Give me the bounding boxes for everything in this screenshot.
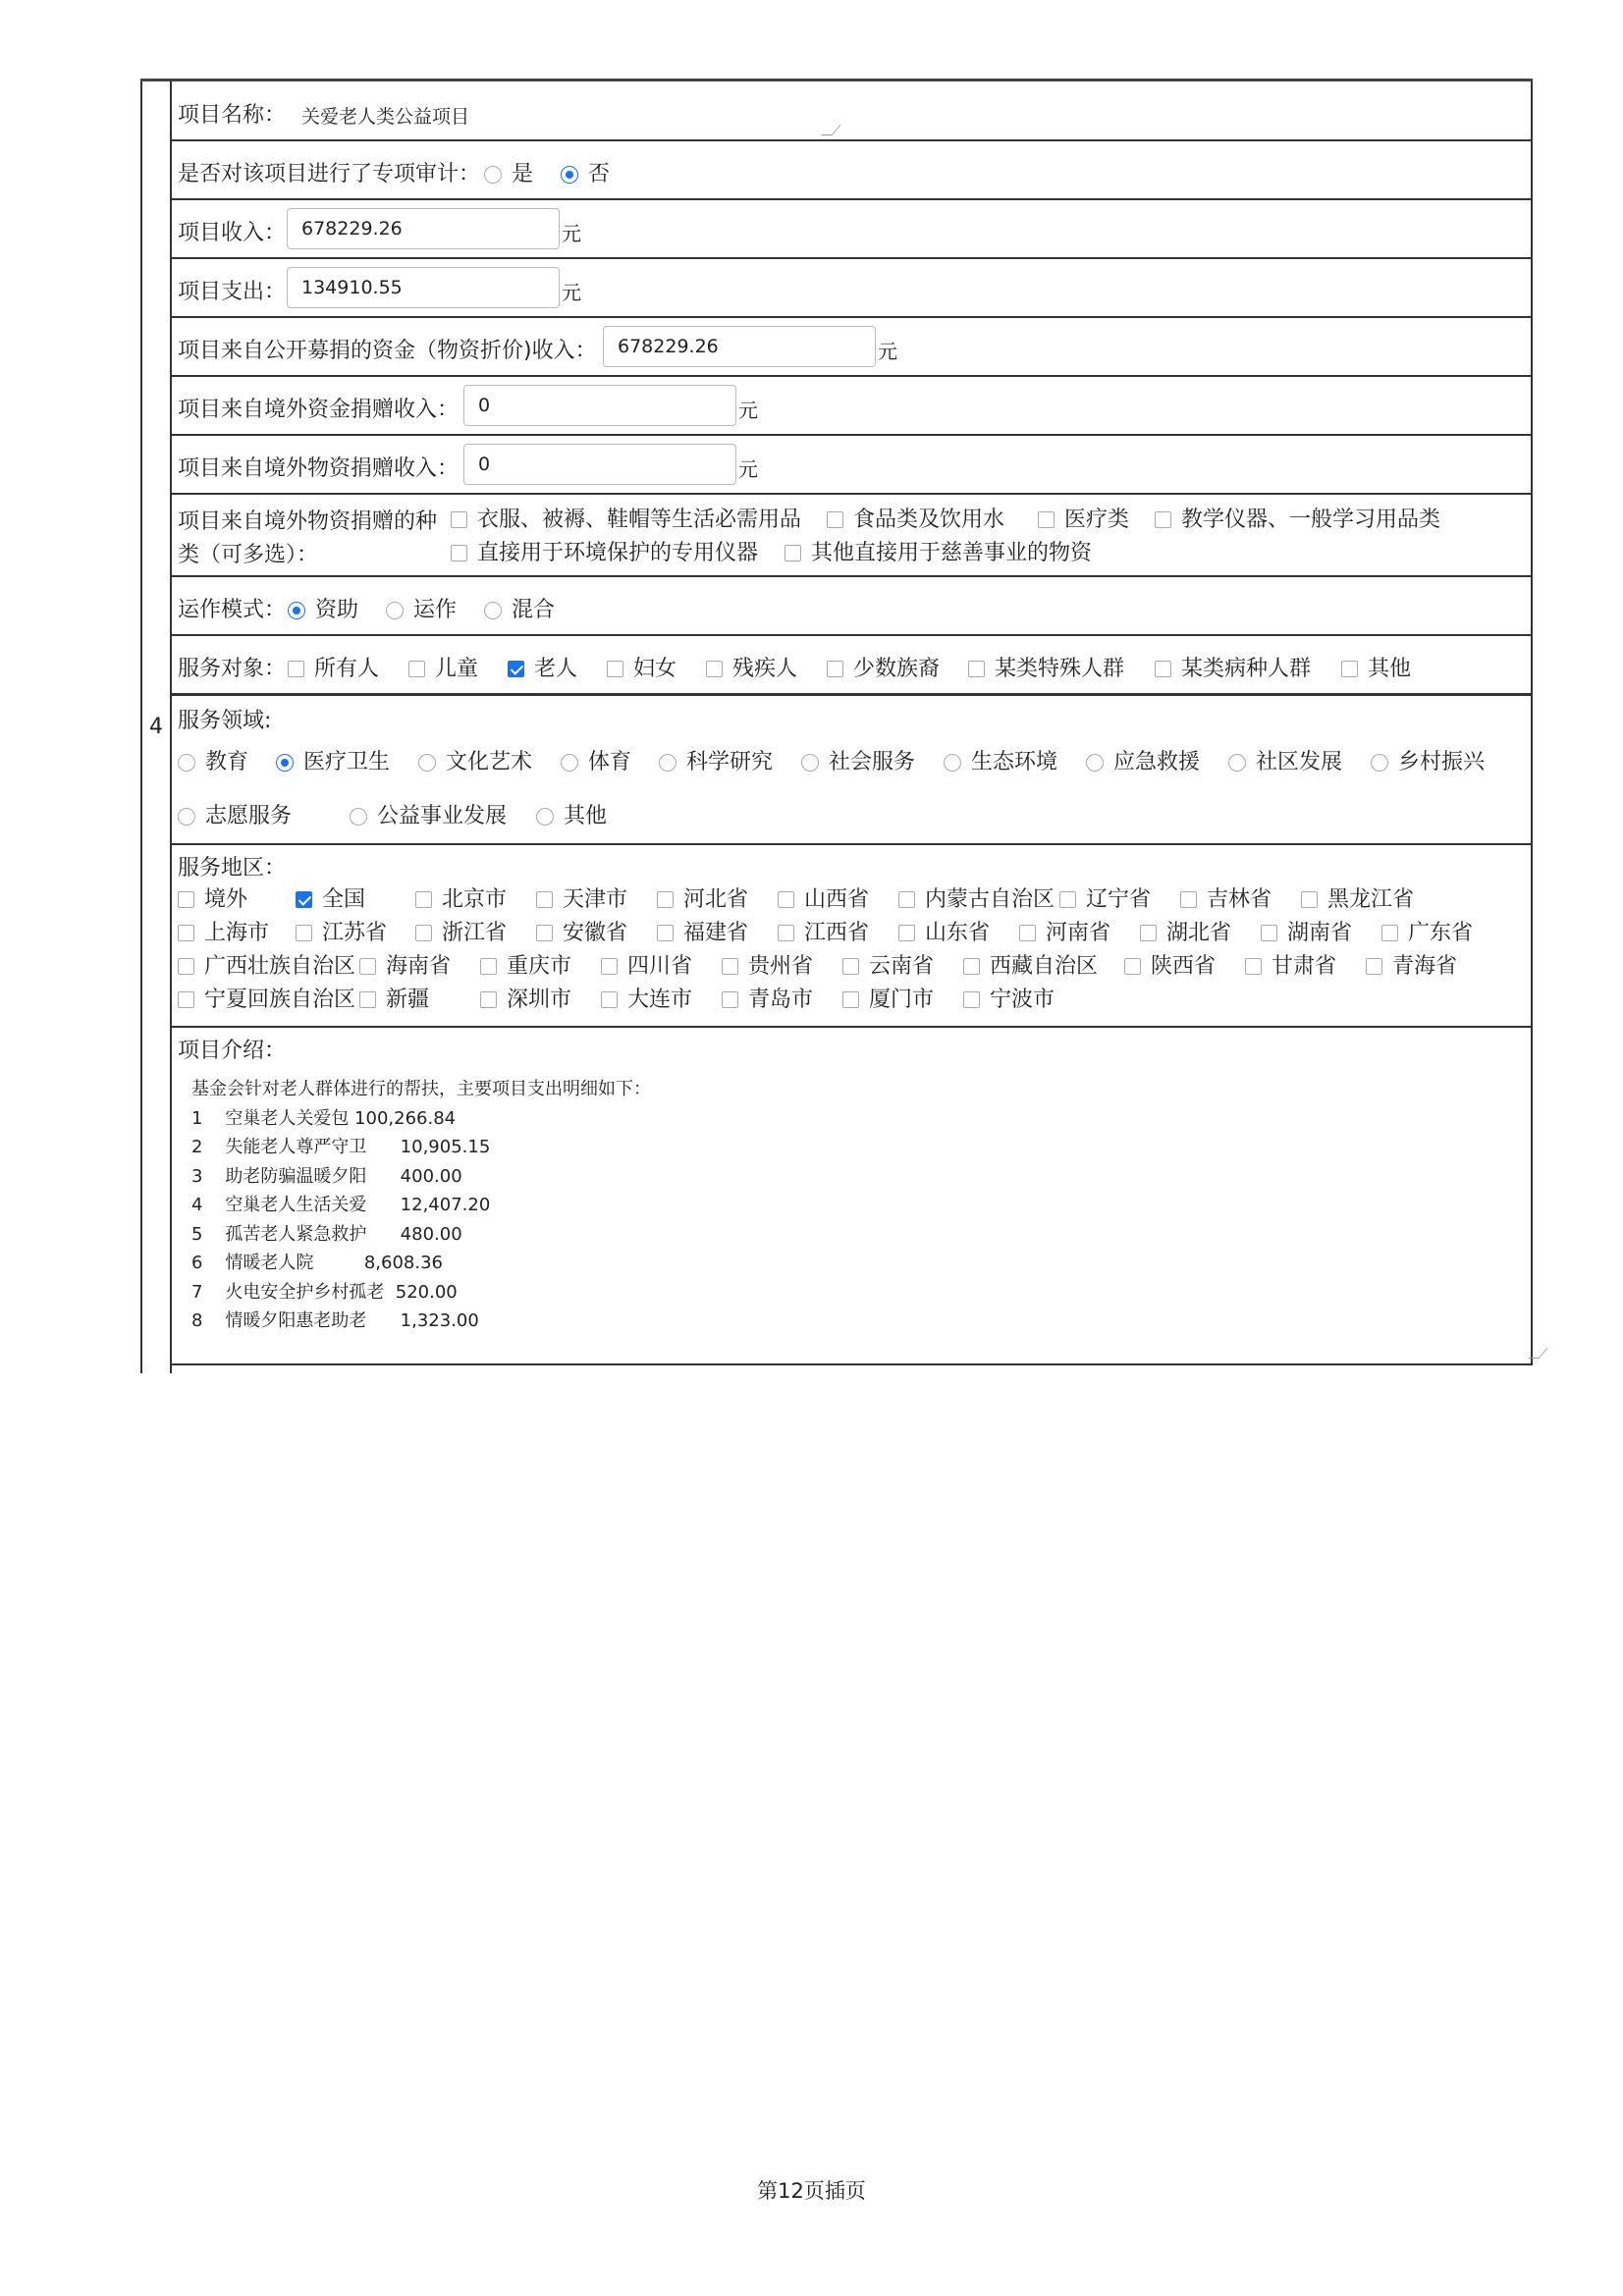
radio-icon[interactable] — [178, 808, 195, 826]
intro-line: 6 情暖老人院 8,608.36 — [191, 1253, 443, 1273]
radio-icon[interactable] — [536, 808, 554, 826]
checkbox-icon[interactable] — [296, 925, 312, 941]
region-option[interactable] — [1180, 882, 1271, 913]
region-option[interactable] — [1301, 882, 1414, 913]
region-option[interactable] — [778, 916, 869, 946]
region-option-label: 河北省 — [683, 887, 749, 912]
region-option-label: 山西省 — [804, 887, 870, 912]
region-option-label: 宁夏回族自治区 — [204, 988, 356, 1012]
region-option-label: 海南省 — [386, 954, 452, 979]
region-option[interactable] — [1059, 882, 1151, 913]
region-option[interactable] — [178, 983, 355, 1013]
checkbox-icon[interactable] — [722, 958, 738, 975]
row-index-cell — [140, 81, 172, 1373]
intro-line: 2 失能老人尊严守卫 10,905.15 — [191, 1137, 491, 1157]
overseas-goods-input[interactable]: 0 — [463, 444, 736, 485]
checkbox-checked-icon[interactable] — [508, 661, 524, 677]
page-footer: 第12页插页 — [757, 2179, 866, 2203]
income-label: 项目收入： — [178, 221, 287, 245]
checkbox-icon[interactable] — [1366, 958, 1382, 975]
region-option-label: 北京市 — [442, 887, 508, 912]
checkbox-icon[interactable] — [898, 925, 915, 941]
goods-types-label-line2: 类（可多选）： — [178, 543, 319, 567]
checkbox-icon[interactable] — [1301, 891, 1318, 908]
region-option[interactable] — [415, 882, 507, 913]
region-option[interactable] — [178, 949, 355, 980]
region-option[interactable] — [898, 882, 1055, 913]
checkbox-icon[interactable] — [1124, 958, 1141, 975]
region-option-label: 甘肃省 — [1271, 954, 1337, 979]
public-fund-input[interactable]: 678229.26 — [603, 326, 876, 367]
radio-icon[interactable] — [659, 754, 676, 772]
resize-grip-icon[interactable] — [821, 125, 840, 135]
public-fund-label: 项目来自公开募捐的资金（物资折价)收入： — [178, 339, 597, 363]
region-option-label: 浙江省 — [442, 921, 508, 945]
checkbox-icon[interactable] — [842, 991, 859, 1008]
region-option-label: 天津市 — [563, 887, 628, 912]
checkbox-icon[interactable] — [536, 925, 553, 941]
checkbox-icon[interactable] — [178, 891, 194, 908]
field-option[interactable]: 社会服务 — [801, 745, 915, 775]
checkbox-icon[interactable] — [178, 925, 194, 941]
operation-mode-label: 运作模式： — [178, 598, 287, 622]
field-option[interactable]: 科学研究 — [659, 745, 773, 775]
checkbox-icon[interactable] — [657, 925, 674, 941]
radio-icon[interactable] — [418, 754, 436, 772]
region-option-label: 江西省 — [804, 921, 870, 945]
income-input[interactable]: 678229.26 — [287, 208, 560, 249]
checkbox-icon[interactable] — [778, 891, 794, 908]
field-option[interactable]: 公益事业发展 — [350, 799, 507, 829]
audit-option-no[interactable]: 否 — [561, 157, 610, 187]
region-option[interactable] — [415, 916, 507, 946]
target-option[interactable]: 妇女 — [607, 652, 676, 682]
checkbox-icon[interactable] — [968, 661, 985, 677]
checkbox-icon[interactable] — [827, 661, 843, 677]
project-name-field[interactable]: 关爱老人类公益项目 — [301, 106, 470, 128]
checkbox-icon[interactable] — [1261, 925, 1277, 941]
service-field-row — [170, 696, 1531, 845]
checkbox-icon[interactable] — [842, 958, 859, 975]
audit-label: 是否对该项目进行了专项审计： — [178, 162, 481, 187]
radio-icon[interactable] — [561, 754, 578, 772]
checkbox-icon[interactable] — [1155, 661, 1171, 677]
region-option-label: 上海市 — [204, 921, 270, 945]
region-option-label: 江苏省 — [322, 921, 388, 945]
checkbox-icon[interactable] — [359, 958, 376, 975]
region-option[interactable] — [536, 916, 627, 946]
target-option[interactable]: 某类特殊人群 — [968, 652, 1124, 682]
radio-icon[interactable] — [944, 754, 961, 772]
field-option[interactable]: 教育 — [178, 745, 248, 775]
checkbox-icon[interactable] — [536, 891, 553, 908]
goods-type-option[interactable]: 衣服、被褥、鞋帽等生活必需用品 — [451, 503, 801, 533]
region-option-label: 贵州省 — [748, 954, 814, 979]
checkbox-icon[interactable] — [415, 891, 432, 908]
checkbox-icon[interactable] — [1155, 511, 1171, 528]
region-option[interactable] — [480, 949, 571, 980]
region-option-label: 辽宁省 — [1086, 887, 1152, 912]
checkbox-icon[interactable] — [415, 925, 432, 941]
region-option[interactable] — [601, 983, 692, 1013]
goods-type-option[interactable]: 食品类及饮用水 — [827, 503, 1004, 533]
checkbox-icon[interactable] — [1038, 511, 1055, 528]
radio-selected-icon[interactable] — [276, 754, 294, 772]
service-region-label: 服务地区： — [178, 856, 287, 881]
mode-option-grant[interactable]: 资助 — [288, 593, 358, 623]
goods-type-option[interactable]: 医疗类 — [1038, 503, 1129, 533]
audit-row — [170, 141, 1531, 200]
checkbox-checked-icon[interactable] — [296, 891, 312, 908]
region-option[interactable] — [178, 916, 269, 946]
form-body — [170, 81, 1533, 1365]
project-intro-textarea[interactable] — [191, 1075, 651, 1336]
radio-icon[interactable] — [484, 166, 502, 184]
overseas-goods-row — [170, 436, 1531, 495]
radio-icon[interactable] — [1228, 754, 1246, 772]
region-option[interactable] — [1366, 949, 1457, 980]
intro-summary: 基金会针对老人群体进行的帮扶，主要项目支出明细如下： — [191, 1079, 651, 1099]
region-option[interactable] — [1261, 916, 1352, 946]
field-option[interactable]: 其他 — [536, 799, 607, 829]
intro-line: 8 情暖夕阳惠老助老 1,323.00 — [191, 1310, 479, 1331]
checkbox-icon[interactable] — [451, 545, 467, 561]
checkbox-icon[interactable] — [178, 958, 194, 975]
radio-icon[interactable] — [1371, 754, 1388, 772]
target-option[interactable]: 某类病种人群 — [1155, 652, 1311, 682]
income-unit: 元 — [562, 222, 581, 245]
field-option[interactable]: 志愿服务 — [178, 799, 292, 829]
region-option-label: 重庆市 — [507, 954, 572, 979]
project-intro-label: 项目介绍： — [178, 1039, 287, 1063]
resize-grip-icon[interactable] — [1528, 1348, 1547, 1359]
region-option[interactable] — [178, 882, 247, 913]
region-option-label: 山东省 — [925, 921, 991, 945]
checkbox-icon[interactable] — [1180, 891, 1197, 908]
intro-line: 7 火电安全护乡村孤老 520.00 — [191, 1281, 458, 1303]
checkbox-icon[interactable] — [601, 958, 618, 975]
region-option[interactable] — [1124, 949, 1216, 980]
region-option[interactable] — [963, 983, 1055, 1013]
income-row — [170, 200, 1531, 259]
intro-line: 1 空巢老人关爱包 100,266.84 — [191, 1107, 457, 1129]
region-option[interactable] — [722, 983, 813, 1013]
region-option[interactable] — [842, 949, 934, 980]
checkbox-icon[interactable] — [288, 661, 304, 677]
region-option-label: 河南省 — [1046, 921, 1111, 945]
region-option[interactable] — [842, 983, 934, 1013]
field-option[interactable]: 文化艺术 — [418, 745, 532, 775]
checkbox-icon[interactable] — [480, 958, 497, 975]
service-region-row — [170, 845, 1531, 1028]
region-option-label: 厦门市 — [869, 988, 935, 1012]
project-form — [140, 79, 1533, 1331]
region-option-label: 宁波市 — [990, 988, 1055, 1012]
target-option[interactable]: 所有人 — [288, 652, 379, 682]
checkbox-icon[interactable] — [1381, 925, 1398, 941]
checkbox-icon[interactable] — [480, 991, 497, 1008]
expense-row — [170, 259, 1531, 318]
checkbox-icon[interactable] — [784, 545, 801, 561]
region-option-label: 全国 — [322, 887, 366, 912]
region-option[interactable] — [536, 882, 627, 913]
region-option-label: 青海省 — [1392, 954, 1458, 979]
region-option-label: 新疆 — [386, 988, 430, 1012]
region-option-label: 青岛市 — [748, 988, 814, 1012]
radio-icon[interactable] — [801, 754, 819, 772]
checkbox-icon[interactable] — [706, 661, 723, 677]
overseas-goods-unit: 元 — [738, 457, 758, 481]
goods-types-row — [170, 495, 1531, 577]
checkbox-icon[interactable] — [607, 661, 623, 677]
target-option[interactable]: 老人 — [508, 652, 577, 682]
region-option-label: 安徽省 — [563, 921, 628, 945]
target-option[interactable]: 少数族裔 — [827, 652, 940, 682]
region-option-label: 云南省 — [869, 954, 935, 979]
overseas-goods-label: 项目来自境外物资捐赠收入： — [178, 456, 460, 481]
radio-icon[interactable] — [386, 602, 404, 619]
region-option-label: 境外 — [204, 887, 248, 912]
field-option[interactable]: 医疗卫生 — [276, 745, 390, 775]
checkbox-icon[interactable] — [827, 511, 843, 528]
audit-option-yes[interactable]: 是 — [484, 157, 533, 187]
expense-label: 项目支出： — [178, 280, 287, 304]
region-option-label: 大连市 — [627, 988, 693, 1012]
row-index: 4 — [149, 715, 163, 739]
public-fund-row — [170, 318, 1531, 377]
region-option[interactable] — [963, 949, 1098, 980]
region-option[interactable] — [657, 882, 748, 913]
checkbox-icon[interactable] — [722, 991, 738, 1008]
region-option-label: 湖北省 — [1166, 921, 1232, 945]
radio-icon[interactable] — [484, 602, 502, 619]
region-option-label: 福建省 — [683, 921, 749, 945]
region-option[interactable] — [296, 882, 365, 913]
region-option[interactable] — [296, 916, 387, 946]
checkbox-icon[interactable] — [778, 925, 794, 941]
checkbox-icon[interactable] — [963, 991, 980, 1008]
checkbox-icon[interactable] — [963, 958, 980, 975]
target-option[interactable]: 其他 — [1341, 652, 1411, 682]
region-option-label: 吉林省 — [1207, 887, 1272, 912]
project-intro-row — [170, 1028, 1531, 1365]
radio-icon[interactable] — [350, 808, 367, 826]
overseas-fund-unit: 元 — [738, 399, 758, 422]
project-name-row — [170, 81, 1531, 141]
operation-mode-row — [170, 577, 1531, 636]
intro-line: 5 孤苦老人紧急救护 480.00 — [191, 1223, 462, 1245]
checkbox-icon[interactable] — [898, 891, 915, 908]
checkbox-icon[interactable] — [1245, 958, 1262, 975]
field-option[interactable]: 社区发展 — [1228, 745, 1342, 775]
checkbox-icon[interactable] — [1140, 925, 1157, 941]
target-option[interactable]: 残疾人 — [706, 652, 797, 682]
checkbox-icon[interactable] — [1019, 925, 1036, 941]
radio-selected-icon[interactable] — [288, 602, 305, 619]
region-option-label: 深圳市 — [507, 988, 572, 1012]
overseas-fund-label: 项目来自境外资金捐赠收入： — [178, 398, 460, 422]
region-option-label: 内蒙古自治区 — [925, 887, 1055, 912]
goods-types-label-line1: 项目来自境外物资捐赠的种 — [178, 509, 438, 534]
service-target-row — [170, 636, 1531, 696]
overseas-fund-input[interactable]: 0 — [463, 385, 736, 426]
goods-type-option[interactable]: 其他直接用于慈善事业的物资 — [784, 536, 1092, 566]
mode-option-operate[interactable]: 运作 — [386, 593, 457, 623]
region-option-label: 四川省 — [627, 954, 693, 979]
region-option-label: 广东省 — [1408, 921, 1474, 945]
checkbox-icon[interactable] — [408, 661, 425, 677]
region-option[interactable] — [1245, 949, 1336, 980]
region-option[interactable] — [359, 949, 451, 980]
region-option[interactable] — [657, 916, 748, 946]
radio-selected-icon[interactable] — [561, 166, 578, 184]
region-option[interactable] — [898, 916, 990, 946]
intro-line: 3 助老防骗温暖夕阳 400.00 — [191, 1165, 462, 1187]
region-option-label: 湖南省 — [1287, 921, 1353, 945]
field-option[interactable]: 生态环境 — [944, 745, 1057, 775]
region-option[interactable] — [480, 983, 571, 1013]
checkbox-icon[interactable] — [1059, 891, 1076, 908]
intro-line: 4 空巢老人生活关爱 12,407.20 — [191, 1195, 491, 1215]
region-option-label: 黑龙江省 — [1327, 887, 1415, 912]
region-option[interactable] — [778, 882, 869, 913]
checkbox-icon[interactable] — [601, 991, 618, 1008]
checkbox-icon[interactable] — [1341, 661, 1358, 677]
expense-unit: 元 — [562, 281, 581, 304]
region-option-label: 西藏自治区 — [990, 954, 1099, 979]
overseas-fund-row — [170, 377, 1531, 436]
field-option[interactable]: 乡村振兴 — [1371, 745, 1485, 775]
checkbox-icon[interactable] — [657, 891, 674, 908]
region-option[interactable] — [1019, 916, 1110, 946]
field-option[interactable]: 应急救援 — [1086, 745, 1200, 775]
service-target-label: 服务对象： — [178, 657, 287, 681]
field-option[interactable]: 体育 — [561, 745, 631, 775]
region-option[interactable] — [1140, 916, 1231, 946]
region-option[interactable] — [359, 983, 429, 1013]
goods-type-option[interactable]: 教学仪器、一般学习用品类 — [1155, 503, 1440, 533]
checkbox-icon[interactable] — [359, 991, 376, 1008]
target-option[interactable]: 儿童 — [408, 652, 478, 682]
mode-option-mixed[interactable]: 混合 — [484, 593, 555, 623]
region-option[interactable] — [722, 949, 813, 980]
region-option[interactable] — [601, 949, 692, 980]
region-option-label: 广西壮族自治区 — [204, 954, 356, 979]
region-option[interactable] — [1381, 916, 1473, 946]
goods-type-option[interactable]: 直接用于环境保护的专用仪器 — [451, 536, 758, 566]
service-field-label: 服务领域: — [178, 709, 272, 733]
checkbox-icon[interactable] — [451, 511, 467, 528]
public-fund-unit: 元 — [878, 340, 897, 363]
expense-input[interactable]: 134910.55 — [287, 267, 560, 308]
region-option-label: 陕西省 — [1151, 954, 1217, 979]
project-name-label: 项目名称： — [178, 103, 287, 128]
radio-icon[interactable] — [1086, 754, 1104, 772]
radio-icon[interactable] — [178, 754, 195, 772]
checkbox-icon[interactable] — [178, 991, 194, 1008]
